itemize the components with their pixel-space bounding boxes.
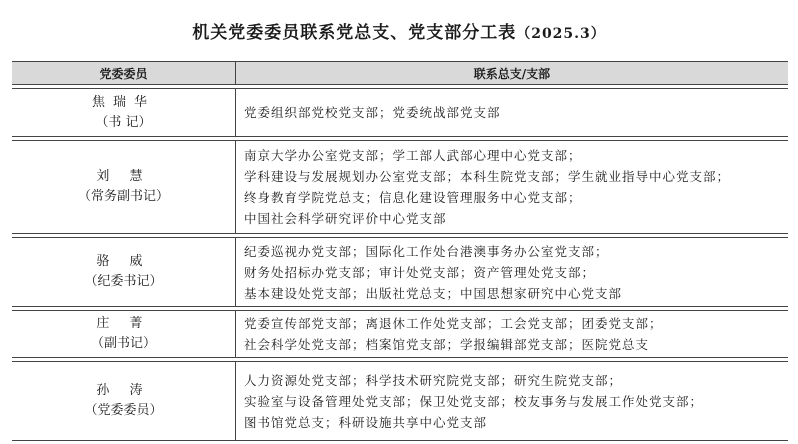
branch-line: 学科建设与发展规划办公室党支部；本科生院党支部；学生就业指导中心党支部； (244, 169, 731, 184)
branch-line: 财务处招标办党支部；审计处党支部；资产管理处党支部； (244, 264, 596, 280)
branches-cell (236, 140, 788, 234)
branches-cell (236, 88, 788, 137)
table-row (12, 88, 788, 137)
branch-line: 社会科学处党支部；档案馆党支部；学报编辑部党支部；医院党总支 (244, 337, 650, 352)
member-name: 刘 慧 (96, 169, 151, 184)
member-cell (12, 237, 236, 307)
header-member: 党委委员 (12, 61, 236, 85)
branches-cell (236, 310, 788, 358)
page-title (0, 18, 798, 43)
branches-cell (236, 237, 788, 307)
branch-line: 中国社会科学研究评价中心党支部 (244, 211, 447, 226)
table-row (12, 140, 788, 234)
header-branches: 联系总支/支部 (236, 61, 788, 85)
branch-line: 纪委巡视办党支部；国际化工作处台港澳事务办公室党支部； (244, 243, 609, 259)
member-cell (12, 88, 236, 137)
assignment-table (12, 58, 788, 444)
member-name: 焦瑞华 (91, 94, 155, 110)
table-row (12, 310, 788, 358)
title-text: 机关党委委员联系党总支、党支部分工表 (192, 23, 517, 43)
member-cell (12, 310, 236, 358)
table-row (12, 361, 788, 441)
member-name: 骆 威 (96, 254, 151, 269)
branch-line: 基本建设处党支部；出版社党总支；中国思想家研究中心党支部 (244, 285, 623, 301)
branch-line: 南京大学办公室党支部；学工部人武部心理中心党支部； (244, 148, 582, 163)
branch-line: 实验室与设备管理处党支部；保卫处党支部；校友事务与发展工作处党支部； (244, 393, 704, 409)
member-role: （党委委员） (84, 403, 163, 418)
member-name: 庄 菁 (96, 316, 151, 331)
member-role: （书 记） (95, 114, 152, 130)
branch-line: 图书馆党总支；科研设施共享中心党支部 (244, 414, 488, 430)
branches-cell (236, 361, 788, 441)
title-date: （2025.3） (516, 26, 606, 42)
member-role: （常务副书记） (77, 189, 169, 204)
member-name: 孙 涛 (96, 383, 151, 398)
member-role: （纪委书记） (84, 274, 163, 289)
member-role: （副书记） (90, 336, 156, 351)
branch-line: 党委组织部党校党支部；党委统战部党支部 (244, 105, 501, 120)
member-cell (12, 140, 236, 234)
branch-line: 人力资源处党支部；科学技术研究院党支部；研究生院党支部； (244, 372, 623, 388)
member-cell (12, 361, 236, 441)
branch-line: 党委宣传部党支部；离退休工作处党支部；工会党支部；团委党支部； (244, 316, 663, 331)
table-row (12, 237, 788, 307)
header-row (12, 61, 788, 85)
branch-line: 终身教育学院党总支；信息化建设管理服务中心党支部； (244, 190, 582, 205)
